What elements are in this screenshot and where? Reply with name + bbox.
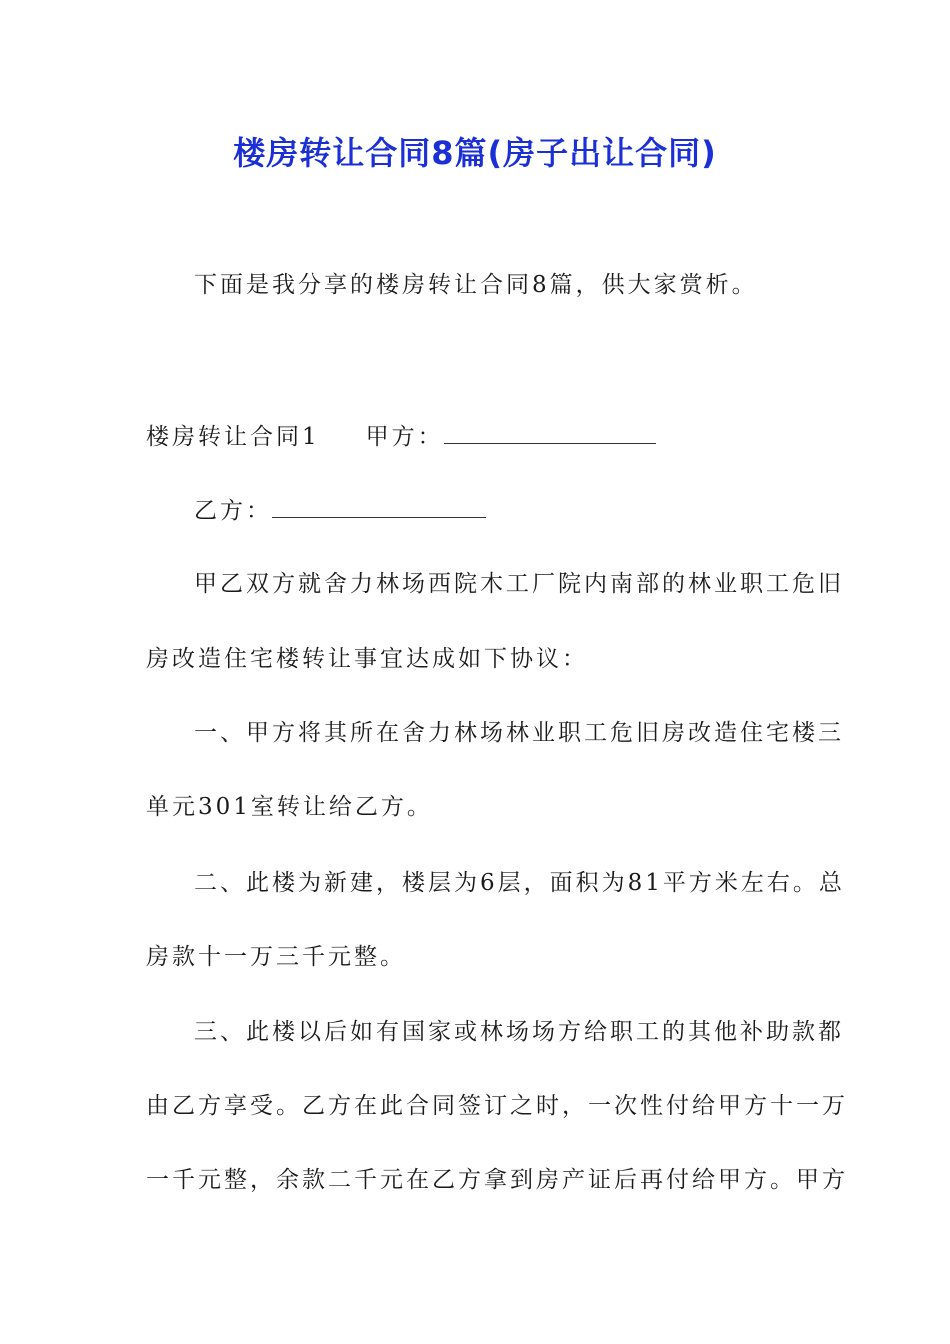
party-a-label: 甲方：: [365, 424, 444, 450]
party-a-blank: [444, 421, 656, 444]
body-line: 房改造住宅楼转让事宜达成如下协议：: [146, 646, 588, 672]
party-a-line: [146, 421, 656, 452]
body-line: 房款十一万三千元整。: [146, 944, 406, 970]
party-b-line: [194, 495, 486, 526]
body-line: 甲乙双方就舍力林场西院木工厂院内南部的林业职工危旧: [194, 571, 844, 597]
body-line: 一、甲方将其所在舍力林场林业职工危旧房改造住宅楼三: [194, 720, 844, 746]
body-line: 二、此楼为新建，楼层为6层，面积为81平方米左右。总: [194, 870, 845, 896]
body-line: 一千元整，余款二千元在乙方拿到房产证后再付给甲方。甲方: [146, 1167, 848, 1193]
document-title: 楼房转让合同8篇(房子出让合同): [233, 134, 717, 172]
body-line: 由乙方享受。乙方在此合同签订之时，一次性付给甲方十一万: [146, 1093, 848, 1119]
party-b-blank: [272, 495, 486, 518]
intro-paragraph: 下面是我分享的楼房转让合同8篇，供大家赏析。: [194, 272, 758, 298]
party-b-label: 乙方：: [194, 498, 272, 524]
section-heading: 楼房转让合同1: [146, 424, 320, 450]
body-line: 三、此楼以后如有国家或林场场方给职工的其他补助款都: [194, 1019, 844, 1045]
body-line: 单元301室转让给乙方。: [146, 794, 433, 820]
